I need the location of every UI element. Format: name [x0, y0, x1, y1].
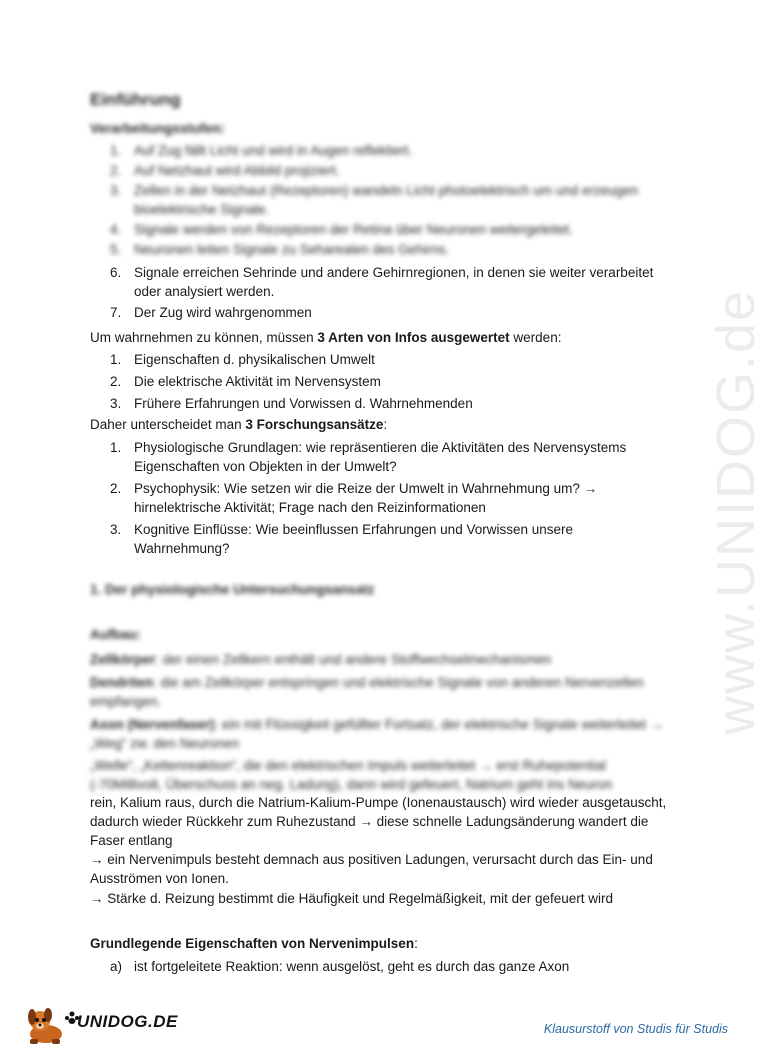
logo-text: UNIDOG.DE	[77, 1012, 178, 1031]
paragraph-wave: rein, Kalium raus, durch die Natrium-Kalium-Pumpe (Ionenaustausch) wird wieder ausgetauscht, dadurch wieder Rückkehr zum Ruhezustand → diese schnelle Ladungsänderung wandert die Faser entlang	[90, 795, 667, 848]
paragraph-info-types: Um wahrnehmen zu können, müssen 3 Arten von Infos ausgewertet werden:	[90, 330, 562, 345]
section-title-processing: Verarbeitungsstufen:	[90, 121, 226, 136]
paragraph-wave-blurred: „Welle“, „Kettenreaktion“, die den elektrischen Impuls weiterleitet → erst Ruhepotential (-70Millivolt, Überschuss an neg. Ladung), dann wird gefeuert, Natrium geht ins Neuron	[90, 758, 613, 792]
footer-tagline: Klausurstoff von Studis für Studis	[543, 1022, 728, 1036]
processing-steps-list	[110, 141, 670, 323]
list-item: 2. Psychophysik: Wie setzen wir die Reize der Umwelt in Wahrnehmung um? → hirnelektrische Aktivität; Frage nach den Reizinformationen	[110, 481, 598, 515]
paragraph-research-approaches: Daher unterscheidet man 3 Forschungsansätze:	[90, 417, 388, 432]
list-item: 5. Neuronen leiten Signale zu Seharealen des Gehirns.	[110, 242, 450, 257]
paragraph-nerve-impulse: → ein Nervenimpuls besteht demnach aus positiven Ladungen, verursacht durch das Ein- und Ausströmen von Ionen.	[90, 852, 653, 886]
list-item: a) ist fortgeleitete Reaktion: wenn ausgelöst, geht es durch das ganze Axon	[110, 959, 570, 974]
list-item: 1. Auf Zug fällt Licht und wird in Augen reflektiert.	[110, 143, 413, 158]
list-item: 2. Auf Netzhaut wird Abbild projiziert.	[110, 163, 340, 178]
page-heading: Einführung	[90, 90, 181, 109]
list-item: 7. Der Zug wird wahrgenommen	[110, 305, 312, 320]
paragraph-stimulus-strength: → Stärke d. Reizung bestimmt die Häufigkeit und Regelmäßigkeit, mit der gefeuert wird	[90, 891, 613, 906]
paragraph-axon: Axon (Nervenfaser): ein mit Flüssigkeit gefüllter Fortsatz, der elektrische Signale weiterleitet → „Weg“ zw. den Neuronen	[90, 717, 664, 751]
dog-mascot-icon	[22, 1006, 80, 1046]
unidog-logo	[22, 1006, 192, 1046]
section-title-physiological: 1. Der physiologische Untersuchungsansatz	[90, 582, 375, 597]
research-approaches-list	[110, 438, 670, 560]
paragraph-cell-body: Zellkörper: der einen Zellkern enthält und andere Stoffwechselmechanismen	[90, 652, 552, 667]
section-title-structure: Aufbau:	[90, 627, 141, 642]
list-item: 3. Kognitive Einflüsse: Wie beeinflussen Erfahrungen und Vorwissen unsere Wahrnehmung?	[110, 522, 574, 556]
section-title-impulse-properties: Grundlegende Eigenschaften von Nervenimpulsen:	[90, 936, 418, 951]
watermark: www.UNIDOG.de	[706, 288, 766, 736]
list-item: 1. Eigenschaften d. physikalischen Umwelt	[110, 352, 375, 367]
paragraph-dendrites: Dendriten: die am Zellkörper entspringen und elektrische Signale von anderen Nervenzellen empfangen.	[90, 675, 644, 709]
list-item: 1. Physiologische Grundlagen: wie repräsentieren die Aktivitäten des Nervensystems Eigenschaften von Objekten in der Umwelt?	[110, 440, 627, 474]
list-item: 3. Zellen in der Netzhaut (Rezeptoren) wandeln Licht photoelektrisch um und erzeugen bioelektrische Signale.	[110, 183, 639, 217]
list-item: 2. Die elektrische Aktivität im Nervensystem	[110, 374, 381, 389]
impulse-properties-list	[110, 957, 670, 977]
list-item: 3. Frühere Erfahrungen und Vorwissen d. Wahrnehmenden	[110, 396, 473, 411]
info-types-list	[110, 350, 670, 416]
list-item: 6. Signale erreichen Sehrinde und andere Gehirnregionen, in denen sie weiter verarbeitet oder analysiert werden.	[110, 265, 654, 299]
list-item: 4. Signale werden von Rezeptoren der Retina über Neuronen weitergeleitet.	[110, 222, 574, 237]
